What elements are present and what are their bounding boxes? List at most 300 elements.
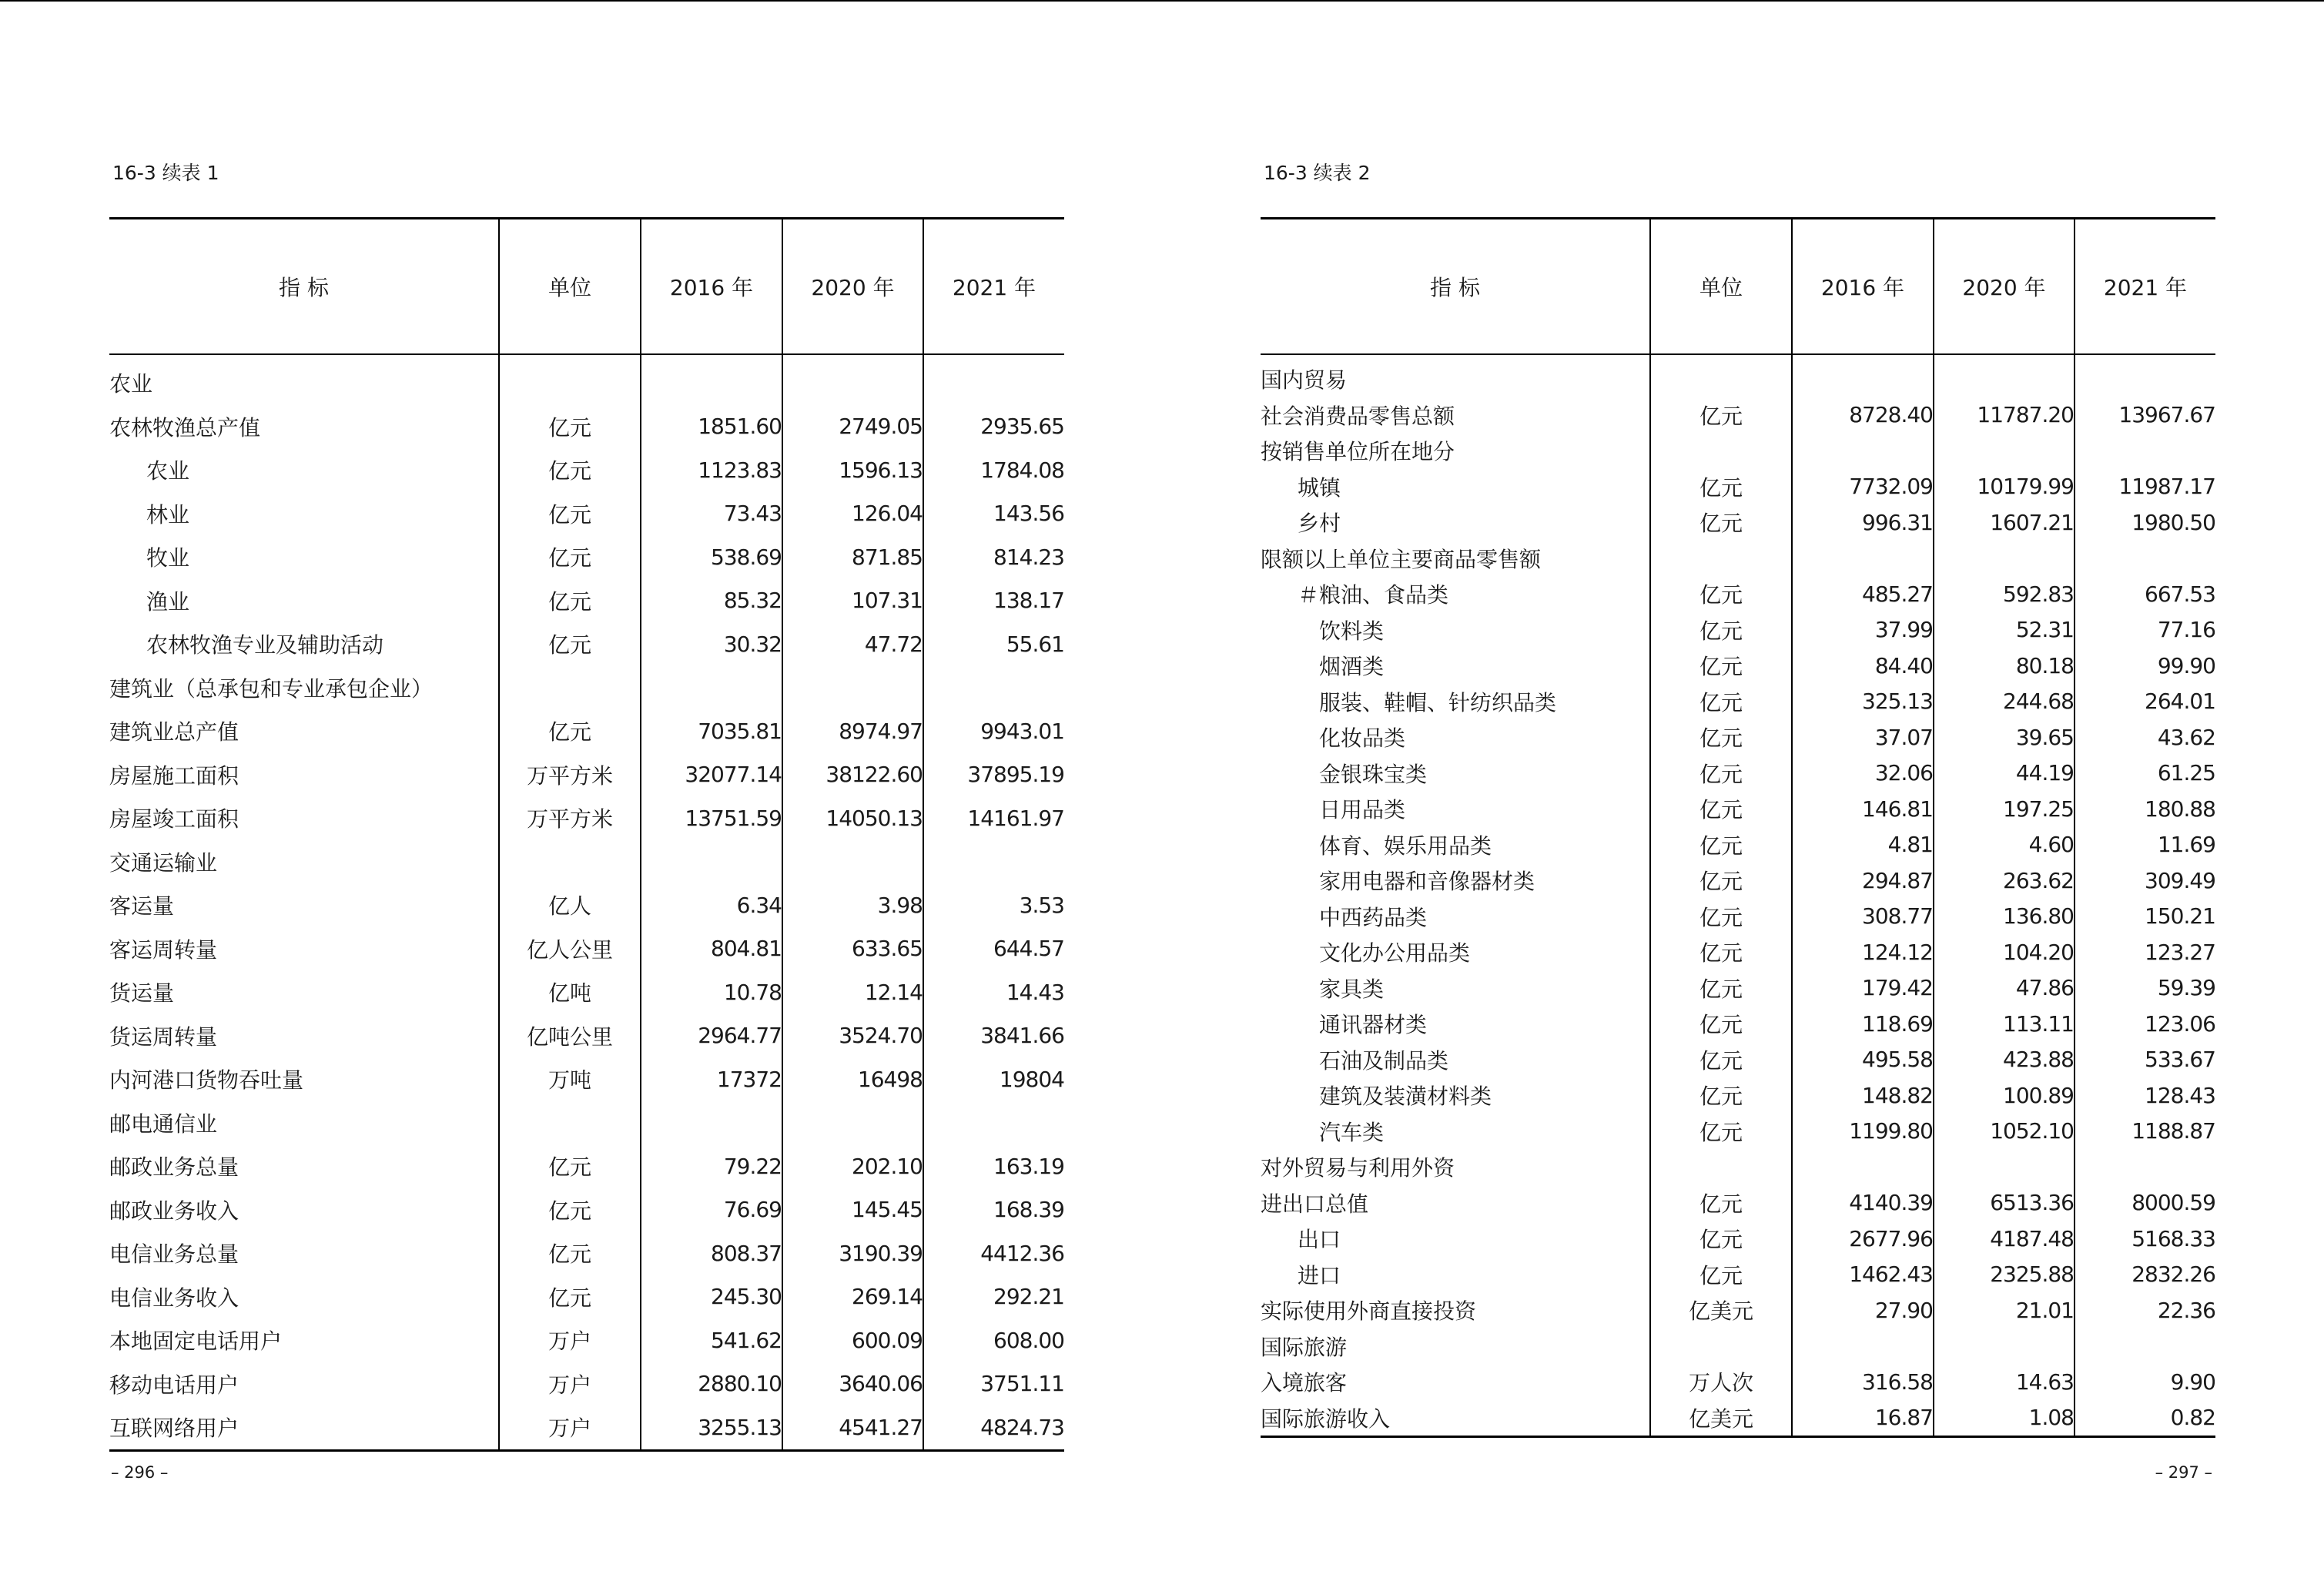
table-row — [1261, 354, 2215, 397]
row-value-2016: 538.69 — [641, 535, 782, 579]
table-row — [109, 448, 1064, 492]
row-unit: 亿元 — [1650, 1185, 1792, 1221]
row-unit: 亿元 — [1650, 970, 1792, 1007]
table-row — [1261, 397, 2215, 434]
row-unit: 亿吨 — [499, 970, 641, 1014]
row-value-2020 — [1934, 433, 2075, 469]
row-value-2016: 16.87 — [1792, 1400, 1934, 1437]
row-value-2020: 633.65 — [782, 927, 923, 971]
row-value-2020: 136.80 — [1934, 899, 2075, 935]
row-value-2021: 608.00 — [923, 1318, 1064, 1362]
row-label: ＃粮油、食品类 — [1298, 582, 1449, 608]
row-value-2016: 7035.81 — [641, 709, 782, 753]
row-value-2021: 128.43 — [2075, 1077, 2215, 1114]
row-label: 体育、娱乐用品类 — [1319, 833, 1492, 859]
row-unit: 亿元 — [1650, 469, 1792, 505]
row-unit: 亿元 — [1650, 719, 1792, 755]
row-value-2020: 107.31 — [782, 579, 923, 623]
table-row — [109, 622, 1064, 666]
row-value-2016 — [641, 840, 782, 884]
row-value-2021: 264.01 — [2075, 684, 2215, 720]
header-indicator: 指 标 — [1261, 219, 1650, 355]
row-value-2021: 14161.97 — [923, 796, 1064, 840]
row-value-2016: 2677.96 — [1792, 1221, 1934, 1257]
row-value-2016: 17372 — [641, 1057, 782, 1101]
row-value-2020: 12.14 — [782, 970, 923, 1014]
row-value-2020: 1596.13 — [782, 448, 923, 492]
row-value-2021: 9.90 — [2075, 1364, 2215, 1400]
row-unit: 亿元 — [1650, 755, 1792, 792]
row-value-2020: 4.60 — [1934, 827, 2075, 863]
row-unit: 亿元 — [1650, 863, 1792, 899]
row-value-2016: 1462.43 — [1792, 1257, 1934, 1293]
row-value-2020: 47.72 — [782, 622, 923, 666]
row-value-2021: 533.67 — [2075, 1042, 2215, 1078]
row-label: 限额以上单位主要商品零售额 — [1261, 546, 1542, 572]
row-unit — [1650, 541, 1792, 577]
row-value-2021 — [2075, 1328, 2215, 1365]
row-label: 林业 — [146, 501, 190, 528]
row-label: 文化办公用品类 — [1319, 940, 1471, 967]
row-value-2021: 309.49 — [2075, 863, 2215, 899]
row-value-2016: 32.06 — [1792, 755, 1934, 792]
top-border-line — [0, 0, 2324, 2]
row-label: 建筑及装潢材料类 — [1319, 1084, 1492, 1110]
header-2016: 2016 年 — [641, 219, 782, 355]
row-value-2021: 3.53 — [923, 883, 1064, 927]
row-value-2021: 19804 — [923, 1057, 1064, 1101]
row-value-2020: 10179.99 — [1934, 469, 2075, 505]
row-label: 邮电通信业 — [109, 1111, 218, 1137]
table-row — [109, 492, 1064, 536]
row-label: 邮政业务收入 — [109, 1198, 239, 1224]
row-label: 房屋施工面积 — [109, 762, 239, 789]
row-value-2020: 126.04 — [782, 492, 923, 536]
row-value-2021 — [923, 354, 1064, 405]
row-value-2016: 10.78 — [641, 970, 782, 1014]
row-value-2016 — [1792, 541, 1934, 577]
row-value-2016: 1851.60 — [641, 405, 782, 449]
row-value-2016: 148.82 — [1792, 1077, 1934, 1114]
table-body — [109, 354, 1064, 1450]
row-unit: 亿元 — [499, 1231, 641, 1275]
row-unit: 亿元 — [499, 405, 641, 449]
row-label: 房屋竣工面积 — [109, 806, 239, 833]
header-2020: 2020 年 — [1934, 219, 2075, 355]
row-label: 国际旅游 — [1261, 1334, 1348, 1360]
row-unit — [499, 354, 641, 405]
row-value-2016: 325.13 — [1792, 684, 1934, 720]
row-label: 客运量 — [109, 893, 175, 920]
row-value-2016 — [641, 666, 782, 710]
row-value-2020: 145.45 — [782, 1188, 923, 1232]
row-value-2016: 7732.09 — [1792, 469, 1934, 505]
row-value-2021 — [923, 1101, 1064, 1145]
row-value-2020: 1.08 — [1934, 1400, 2075, 1437]
row-value-2021: 4824.73 — [923, 1405, 1064, 1450]
row-value-2021: 168.39 — [923, 1188, 1064, 1232]
table-row — [109, 840, 1064, 884]
table-row — [109, 796, 1064, 840]
row-label: 中西药品类 — [1319, 904, 1428, 930]
row-value-2020: 2325.88 — [1934, 1257, 2075, 1293]
row-value-2020: 423.88 — [1934, 1042, 2075, 1078]
row-value-2016: 37.07 — [1792, 719, 1934, 755]
row-value-2020: 600.09 — [782, 1318, 923, 1362]
row-value-2016: 3255.13 — [641, 1405, 782, 1450]
row-value-2020 — [1934, 354, 2075, 397]
row-value-2020: 14050.13 — [782, 796, 923, 840]
table-body — [1261, 354, 2215, 1437]
table-row — [109, 1188, 1064, 1232]
row-unit: 亿元 — [1650, 1114, 1792, 1150]
row-unit: 亿元 — [499, 1144, 641, 1188]
row-unit — [1650, 1149, 1792, 1185]
row-value-2021 — [2075, 1149, 2215, 1185]
row-unit: 亿元 — [1650, 791, 1792, 827]
row-unit — [499, 1101, 641, 1145]
row-label: 烟酒类 — [1319, 654, 1385, 680]
row-label: 实际使用外商直接投资 — [1261, 1298, 1477, 1325]
table-row — [1261, 791, 2215, 827]
row-value-2021: 11987.17 — [2075, 469, 2215, 505]
row-label: 出口 — [1298, 1227, 1341, 1253]
row-value-2021: 814.23 — [923, 535, 1064, 579]
table-row — [109, 1014, 1064, 1058]
row-value-2021: 77.16 — [2075, 612, 2215, 648]
row-value-2020: 3524.70 — [782, 1014, 923, 1058]
row-label: 石油及制品类 — [1319, 1047, 1449, 1074]
row-label: 内河港口货物吞吐量 — [109, 1067, 304, 1094]
row-unit: 亿美元 — [1650, 1400, 1792, 1437]
row-value-2021: 43.62 — [2075, 719, 2215, 755]
row-value-2020: 244.68 — [1934, 684, 2075, 720]
row-unit: 亿元 — [499, 1275, 641, 1319]
table-row — [1261, 684, 2215, 720]
row-label: 电信业务收入 — [109, 1285, 239, 1311]
row-value-2020: 100.89 — [1934, 1077, 2075, 1114]
row-value-2021: 123.06 — [2075, 1006, 2215, 1042]
row-label: 汽车类 — [1319, 1119, 1385, 1145]
row-unit: 亿元 — [1650, 827, 1792, 863]
row-value-2016: 79.22 — [641, 1144, 782, 1188]
row-value-2016 — [1792, 433, 1934, 469]
table-row — [1261, 899, 2215, 935]
row-value-2016: 996.31 — [1792, 504, 1934, 541]
row-label: 家用电器和音像器材类 — [1319, 869, 1535, 895]
table-row — [109, 709, 1064, 753]
table-row — [1261, 433, 2215, 469]
row-value-2016: 2964.77 — [641, 1014, 782, 1058]
row-label: 移动电话用户 — [109, 1372, 239, 1398]
row-value-2021: 667.53 — [2075, 576, 2215, 612]
row-unit: 亿元 — [499, 579, 641, 623]
table-row — [1261, 1400, 2215, 1437]
row-value-2016: 808.37 — [641, 1231, 782, 1275]
row-value-2020: 1052.10 — [1934, 1114, 2075, 1150]
table-row — [109, 535, 1064, 579]
row-value-2016: 1199.80 — [1792, 1114, 1934, 1150]
row-value-2020: 113.11 — [1934, 1006, 2075, 1042]
table-row — [1261, 1185, 2215, 1221]
row-value-2020: 202.10 — [782, 1144, 923, 1188]
header-indicator: 指 标 — [109, 219, 499, 355]
row-value-2020: 592.83 — [1934, 576, 2075, 612]
row-unit: 亿美元 — [1650, 1292, 1792, 1328]
row-label: 金银珠宝类 — [1319, 761, 1428, 787]
row-label: 国际旅游收入 — [1261, 1405, 1391, 1432]
table-row — [109, 1057, 1064, 1101]
table-row — [1261, 1042, 2215, 1078]
table-row — [1261, 469, 2215, 505]
row-unit: 亿元 — [1650, 648, 1792, 684]
row-value-2021: 4412.36 — [923, 1231, 1064, 1275]
table-row — [1261, 1257, 2215, 1293]
row-value-2020 — [1934, 1149, 2075, 1185]
table-row — [109, 753, 1064, 797]
row-label: 邮政业务总量 — [109, 1154, 239, 1181]
row-value-2016: 27.90 — [1792, 1292, 1934, 1328]
row-unit: 亿元 — [1650, 684, 1792, 720]
row-label: 建筑业总产值 — [109, 719, 239, 745]
row-value-2020: 3.98 — [782, 883, 923, 927]
row-value-2016 — [1792, 354, 1934, 397]
row-value-2021: 1784.08 — [923, 448, 1064, 492]
row-label: 进口 — [1298, 1262, 1341, 1288]
row-value-2021: 11.69 — [2075, 827, 2215, 863]
row-unit — [499, 840, 641, 884]
row-value-2021: 37895.19 — [923, 753, 1064, 797]
table-row — [1261, 1221, 2215, 1257]
row-value-2020: 3640.06 — [782, 1362, 923, 1406]
row-label: 城镇 — [1298, 474, 1341, 501]
row-value-2016: 294.87 — [1792, 863, 1934, 899]
row-label: 通讯器材类 — [1319, 1012, 1428, 1038]
row-value-2021: 150.21 — [2075, 899, 2215, 935]
page-number: – 296 – — [111, 1463, 169, 1482]
table-row — [109, 970, 1064, 1014]
row-value-2016: 1123.83 — [641, 448, 782, 492]
row-value-2016 — [641, 354, 782, 405]
row-value-2021: 143.56 — [923, 492, 1064, 536]
row-value-2020: 11787.20 — [1934, 397, 2075, 434]
row-value-2021: 59.39 — [2075, 970, 2215, 1007]
row-value-2020: 21.01 — [1934, 1292, 2075, 1328]
row-value-2016: 124.12 — [1792, 934, 1934, 970]
row-label: 化妆品类 — [1319, 725, 1406, 752]
row-value-2016: 32077.14 — [641, 753, 782, 797]
row-unit: 亿人 — [499, 883, 641, 927]
row-unit — [499, 666, 641, 710]
row-value-2016: 245.30 — [641, 1275, 782, 1319]
row-value-2016: 76.69 — [641, 1188, 782, 1232]
row-unit: 亿元 — [499, 492, 641, 536]
row-value-2016 — [1792, 1328, 1934, 1365]
header-2020: 2020 年 — [782, 219, 923, 355]
row-value-2021: 0.82 — [2075, 1400, 2215, 1437]
row-value-2021: 2935.65 — [923, 405, 1064, 449]
table-row — [1261, 755, 2215, 792]
row-value-2016: 4140.39 — [1792, 1185, 1934, 1221]
row-value-2020: 38122.60 — [782, 753, 923, 797]
row-label: 货运量 — [109, 980, 175, 1007]
table-row — [1261, 970, 2215, 1007]
table-row — [1261, 827, 2215, 863]
row-value-2020: 16498 — [782, 1057, 923, 1101]
row-unit: 亿元 — [1650, 576, 1792, 612]
table-row — [1261, 1077, 2215, 1114]
row-value-2020: 263.62 — [1934, 863, 2075, 899]
row-value-2020: 6513.36 — [1934, 1185, 2075, 1221]
row-value-2020: 4541.27 — [782, 1405, 923, 1450]
row-value-2020: 52.31 — [1934, 612, 2075, 648]
table-row — [109, 1318, 1064, 1362]
row-value-2021: 123.27 — [2075, 934, 2215, 970]
row-value-2021 — [2075, 541, 2215, 577]
row-label: 农林牧渔专业及辅助活动 — [146, 632, 384, 658]
row-value-2016: 316.58 — [1792, 1364, 1934, 1400]
row-value-2016: 804.81 — [641, 927, 782, 971]
row-unit: 亿元 — [1650, 934, 1792, 970]
row-label: 农林牧渔总产值 — [109, 414, 261, 441]
table-row — [1261, 1114, 2215, 1150]
row-unit: 亿吨公里 — [499, 1014, 641, 1058]
row-unit: 万户 — [499, 1318, 641, 1362]
header-unit: 单位 — [1650, 219, 1792, 355]
row-value-2020: 197.25 — [1934, 791, 2075, 827]
row-value-2020: 3190.39 — [782, 1231, 923, 1275]
row-label: 社会消费品零售总额 — [1261, 403, 1455, 429]
row-label: 本地固定电话用户 — [109, 1328, 283, 1355]
row-value-2016: 2880.10 — [641, 1362, 782, 1406]
row-label: 饮料类 — [1319, 618, 1385, 644]
row-value-2016: 6.34 — [641, 883, 782, 927]
row-value-2016: 308.77 — [1792, 899, 1934, 935]
table-row — [1261, 934, 2215, 970]
row-value-2020: 14.63 — [1934, 1364, 2075, 1400]
row-unit — [1650, 433, 1792, 469]
row-value-2020: 44.19 — [1934, 755, 2075, 792]
row-label: 客运周转量 — [109, 936, 218, 963]
table-row — [1261, 1364, 2215, 1400]
row-value-2021: 55.61 — [923, 622, 1064, 666]
table-row — [109, 579, 1064, 623]
row-unit: 亿元 — [499, 709, 641, 753]
row-value-2020: 269.14 — [782, 1275, 923, 1319]
row-value-2016: 485.27 — [1792, 576, 1934, 612]
row-value-2021: 292.21 — [923, 1275, 1064, 1319]
table-row — [1261, 541, 2215, 577]
row-value-2020: 8974.97 — [782, 709, 923, 753]
row-value-2020: 2749.05 — [782, 405, 923, 449]
row-unit: 万户 — [499, 1362, 641, 1406]
row-unit: 亿元 — [1650, 1257, 1792, 1293]
row-value-2020 — [1934, 541, 2075, 577]
row-value-2021: 13967.67 — [2075, 397, 2215, 434]
row-value-2021: 1188.87 — [2075, 1114, 2215, 1150]
table-row — [1261, 719, 2215, 755]
row-unit: 亿元 — [499, 535, 641, 579]
row-unit: 亿人公里 — [499, 927, 641, 971]
row-value-2021: 61.25 — [2075, 755, 2215, 792]
row-value-2020: 4187.48 — [1934, 1221, 2075, 1257]
row-value-2021: 2832.26 — [2075, 1257, 2215, 1293]
row-value-2020 — [782, 666, 923, 710]
row-label: 进出口总值 — [1261, 1191, 1369, 1217]
row-value-2021: 99.90 — [2075, 648, 2215, 684]
row-unit: 亿元 — [1650, 1006, 1792, 1042]
row-value-2020: 47.86 — [1934, 970, 2075, 1007]
row-unit: 亿元 — [1650, 899, 1792, 935]
table-row — [1261, 648, 2215, 684]
row-value-2020: 104.20 — [1934, 934, 2075, 970]
row-unit: 亿元 — [1650, 504, 1792, 541]
row-unit: 亿元 — [1650, 1077, 1792, 1114]
row-label: 渔业 — [146, 588, 190, 615]
row-value-2016: 4.81 — [1792, 827, 1934, 863]
table-row — [109, 1405, 1064, 1450]
header-2021: 2021 年 — [923, 219, 1064, 355]
row-value-2021: 1980.50 — [2075, 504, 2215, 541]
row-value-2016 — [641, 1101, 782, 1145]
row-label: 按销售单位所在地分 — [1261, 439, 1455, 465]
row-label: 牧业 — [146, 545, 190, 571]
row-value-2021: 138.17 — [923, 579, 1064, 623]
row-value-2021: 9943.01 — [923, 709, 1064, 753]
row-unit: 万吨 — [499, 1057, 641, 1101]
row-unit: 万户 — [499, 1405, 641, 1450]
row-unit: 万人次 — [1650, 1364, 1792, 1400]
row-value-2020 — [1934, 1328, 2075, 1365]
row-value-2016 — [1792, 1149, 1934, 1185]
row-value-2021: 8000.59 — [2075, 1185, 2215, 1221]
row-value-2016: 179.42 — [1792, 970, 1934, 1007]
row-label: 货运周转量 — [109, 1023, 218, 1050]
header-2021: 2021 年 — [2075, 219, 2215, 355]
table-row — [1261, 1292, 2215, 1328]
row-value-2020 — [782, 1101, 923, 1145]
row-value-2021 — [923, 666, 1064, 710]
table-row — [109, 927, 1064, 971]
table-row — [1261, 1328, 2215, 1365]
row-label: 交通运输业 — [109, 849, 218, 876]
statistics-table — [109, 217, 1064, 1452]
table-row — [1261, 1149, 2215, 1185]
table-row — [109, 405, 1064, 449]
row-value-2016: 73.43 — [641, 492, 782, 536]
row-value-2020 — [782, 354, 923, 405]
header-row — [1261, 219, 2215, 355]
table-row — [109, 883, 1064, 927]
table-row — [109, 1101, 1064, 1145]
row-value-2020: 871.85 — [782, 535, 923, 579]
row-label: 农业 — [146, 458, 190, 484]
row-label: 日用品类 — [1319, 797, 1406, 823]
row-label: 农业 — [109, 371, 153, 397]
row-unit: 亿元 — [1650, 612, 1792, 648]
row-value-2021 — [2075, 354, 2215, 397]
header-unit: 单位 — [499, 219, 641, 355]
row-unit: 万平方米 — [499, 753, 641, 797]
page-number: – 297 – — [2155, 1463, 2212, 1482]
row-value-2020 — [782, 840, 923, 884]
row-unit: 亿元 — [1650, 1042, 1792, 1078]
row-value-2016: 13751.59 — [641, 796, 782, 840]
header-row — [109, 219, 1064, 355]
row-value-2020: 1607.21 — [1934, 504, 2075, 541]
row-value-2016: 495.58 — [1792, 1042, 1934, 1078]
row-value-2021: 5168.33 — [2075, 1221, 2215, 1257]
